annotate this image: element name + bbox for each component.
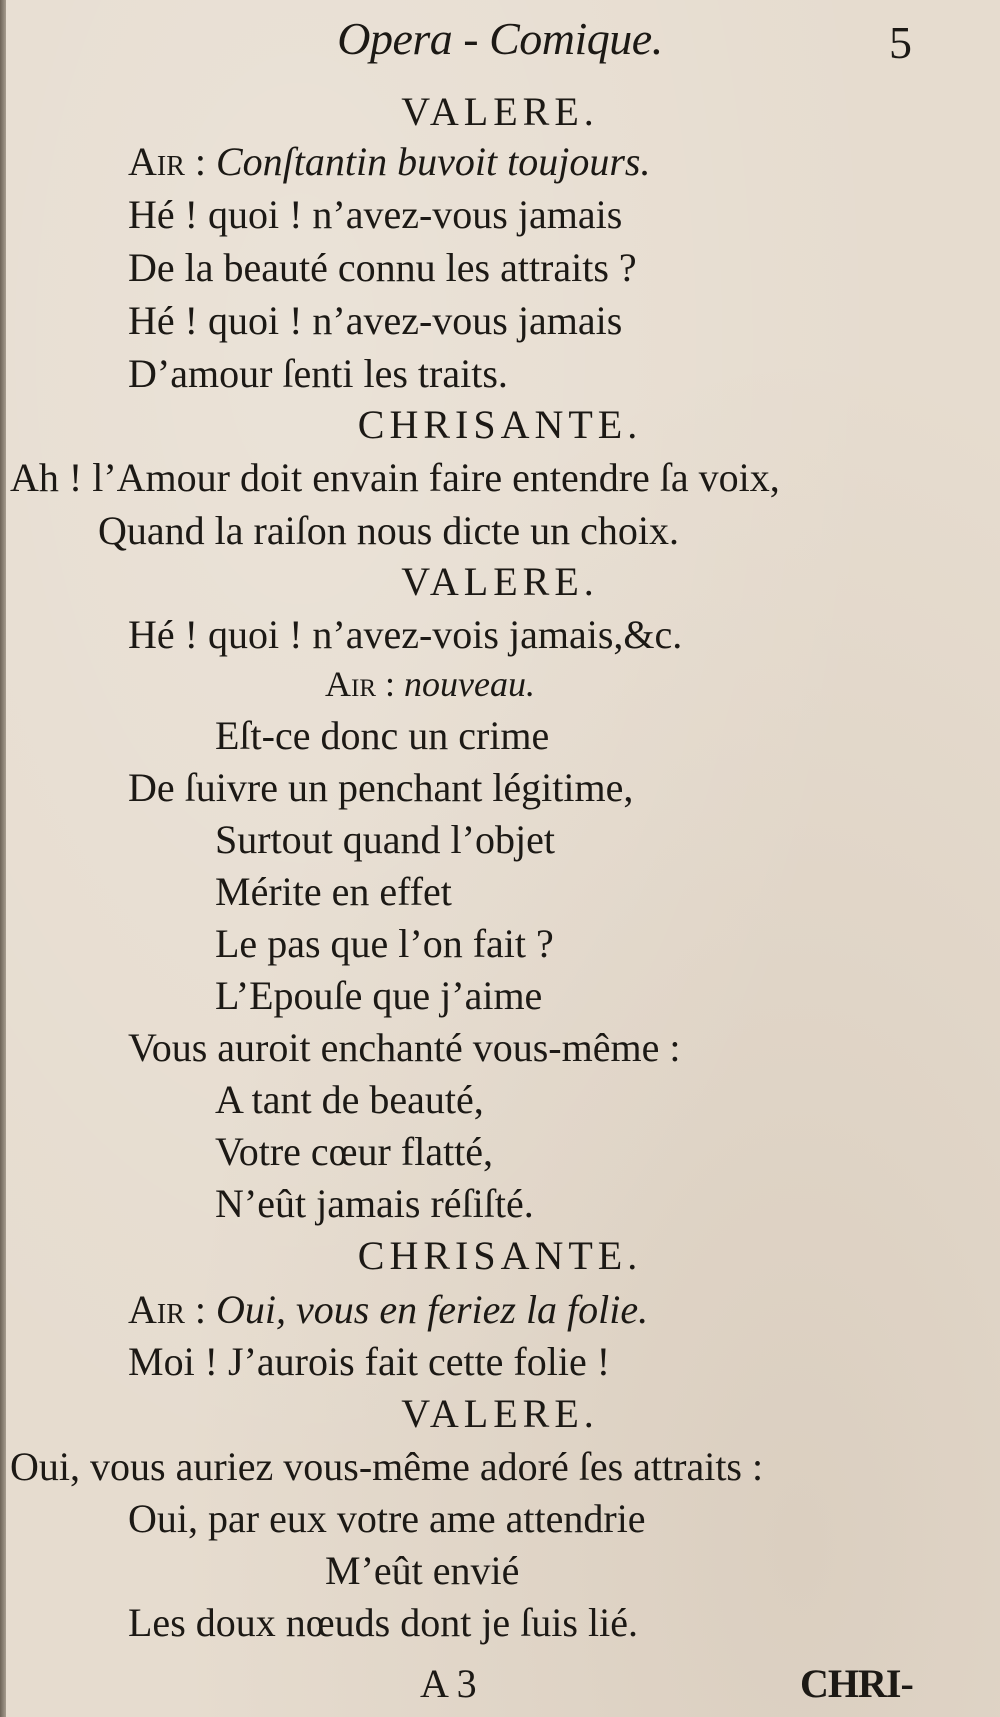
- air-tune: Conſtantin buvoit toujours.: [216, 139, 651, 184]
- air-label: Air :: [128, 1287, 216, 1332]
- verse-line: Moi ! J’aurois fait cette folie !: [128, 1339, 611, 1384]
- verse-line: Le pas que l’on fait ?: [215, 921, 554, 966]
- verse-line: Vous auroit enchanté vous-même :: [128, 1025, 681, 1070]
- air-tune: Oui, vous en feriez la folie.: [216, 1287, 649, 1332]
- verse-line: M’eût envié: [325, 1548, 520, 1593]
- signature-mark: A 3: [420, 1661, 477, 1706]
- verse-line: L’Epouſe que j’aime: [215, 973, 543, 1018]
- air-line: [128, 139, 651, 184]
- verse-line: Oui, par eux votre ame attendrie: [128, 1496, 646, 1541]
- speaker-heading: VALERE.: [401, 559, 599, 604]
- air-label: Air :: [325, 664, 404, 704]
- page-header: [0, 12, 1000, 82]
- running-head: Opera - Comique.: [337, 13, 663, 64]
- speaker-heading: VALERE.: [401, 1391, 599, 1436]
- verse-line: Les doux nœuds dont je ſuis lié.: [128, 1600, 638, 1645]
- verse-line: De la beauté connu les attraits ?: [128, 245, 637, 290]
- verse-line: De ſuivre un penchant légitime,: [128, 765, 634, 810]
- verse-line: Eſt-ce donc un crime: [215, 713, 550, 758]
- verse-line: Hé ! quoi ! n’avez-vous jamais: [128, 192, 623, 237]
- air-tune: nouveau.: [404, 664, 535, 704]
- speaker-heading: CHRISANTE.: [357, 402, 643, 447]
- verse-line: Votre cœur flatté,: [215, 1129, 494, 1174]
- verse-line: Ah ! l’Amour doit envain faire entendre ſa voix,: [10, 455, 780, 500]
- verse-line: Quand la raiſon nous dicte un choix.: [98, 508, 679, 553]
- verse-line: Surtout quand l’objet: [215, 817, 555, 862]
- page-number: 5: [889, 17, 912, 68]
- catchword: CHRI-: [800, 1661, 913, 1706]
- air-line: [325, 666, 535, 702]
- speaker-heading: CHRISANTE.: [357, 1233, 643, 1278]
- air-label: Air :: [128, 139, 216, 184]
- verse-line: A tant de beauté,: [215, 1077, 484, 1122]
- verse-line: N’eût jamais réſiſté.: [215, 1181, 534, 1226]
- page-footer: [0, 1660, 1000, 1710]
- page-gutter-shadow: [0, 0, 6, 1717]
- verse-line: D’amour ſenti les traits.: [128, 351, 508, 396]
- air-line: [128, 1287, 649, 1332]
- speaker-heading: VALERE.: [401, 89, 599, 134]
- verse-line: Hé ! quoi ! n’avez-vous jamais: [128, 298, 623, 343]
- verse-line: Mérite en effet: [215, 869, 452, 914]
- verse-line: Oui, vous auriez vous-même adoré ſes attraits :: [10, 1444, 764, 1489]
- verse-line: Hé ! quoi ! n’avez-vois jamais,&c.: [128, 612, 683, 657]
